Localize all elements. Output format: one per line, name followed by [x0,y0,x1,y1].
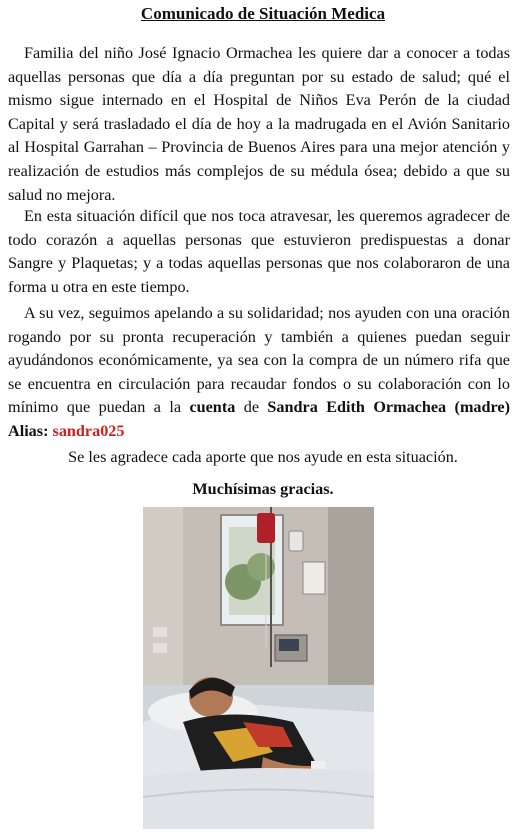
cuenta-word: cuenta [189,398,236,417]
thanks-line: Se les agradece cada aporte que nos ayude en esta situación. [68,448,458,466]
alias-value: sandra025 [52,421,125,440]
closing-line: Muchísimas gracias. [192,480,334,498]
appeal-text: A su vez, seguimos apelando a su solidaridad; nos ayuden con una oración rogando por su pronta recuperación y también a quienes puedan seguir ayudándonos económicamente, ya sea con la compra de un número rifa que se encuentra en circulación para recaudar fondos o su colaboración con lo mínimo que puedan a la [8,304,510,417]
hospital-photo [143,507,374,829]
account-holder-name: Sandra Edith Ormachea (madre) [267,398,510,417]
paragraph-health-status: Familia del niño José Ignacio Ormachea les quiere dar a conocer a todas aquellas personas que día a día preguntan por su estado de salud; qué el mismo sigue internado en el Hospital de Niños Eva Perón de la ciudad Capital y será trasladado el día de hoy a la madrugada en el Avión Sanitario al Hospital Garrahan – Provincia de Buenos Aires para una mejor atención y realización de estudios más complejos de su médula ósea; debido a que su salud no mejora. [8,44,510,204]
paragraph-gratitude: En esta situación difícil que nos toca atravesar, les queremos agradecer de todo corazón a aquellas personas que estuvieron predispuestas a donar Sangre y Plaquetas; y a todas aquellas personas que nos colaboraron de una forma u otra en este tiempo. [8,207,510,296]
paragraph-solidarity-appeal [8,302,510,444]
alias-label: Alias: [8,421,49,440]
document-title: Comunicado de Situación Medica [140,4,386,23]
de-word: de [243,398,259,417]
